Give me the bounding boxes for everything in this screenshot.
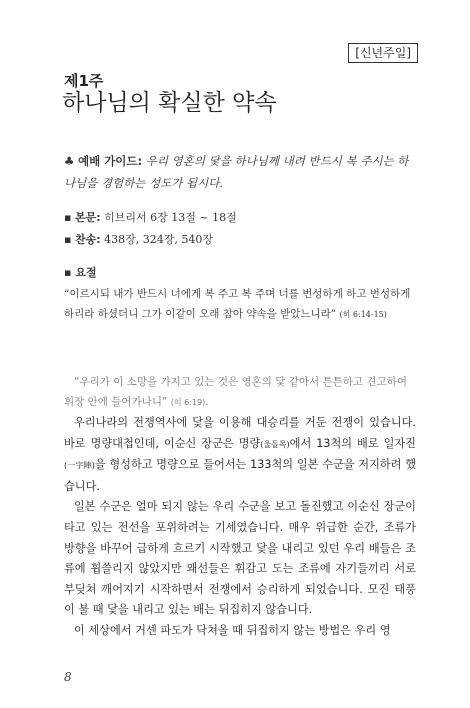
hymns-label: 찬송: <box>74 233 101 246</box>
hymns-line <box>64 232 213 248</box>
key-verse-label: 요절 <box>75 266 97 279</box>
quote-ref: (히 6:19) <box>170 398 206 407</box>
page-number: 8 <box>64 670 72 684</box>
key-verse-ref: (히 6:14-15) <box>339 310 387 319</box>
annotation: (一字陣) <box>64 461 95 471</box>
bullet-icon: ▪ <box>64 266 72 279</box>
guide-text: 우리 영혼의 닻을 하나님께 내려 반드시 복 주시는 하나님을 경험하는 성도가 됩시다. <box>64 154 409 190</box>
scripture-line <box>64 210 237 226</box>
scripture-value: 히브리서 6장 13절 ~ 18절 <box>104 211 237 224</box>
scripture-label: 본문: <box>74 211 101 224</box>
worship-guide <box>64 150 414 194</box>
page-title: 하나님의 확실한 약속 <box>62 90 277 116</box>
bullet-icon: ▪ <box>64 233 72 246</box>
paragraph <box>64 413 416 497</box>
key-verse-text: “이르시되 내가 반드시 너에게 복 주고 복 주며 너를 번성하게 하고 번성하게 하리라 하셨더니 그가 이같이 오래 참아 약속을 받았느니라” <box>64 288 411 320</box>
key-verse <box>64 284 414 325</box>
paragraph: 이 세상에서 거센 파도가 닥쳐올 때 뒤집히지 않는 방법은 우리 영 <box>74 623 391 637</box>
week-label: 제1주 <box>64 72 104 90</box>
bullet-icon: ▪ <box>64 211 72 224</box>
quote-text: “우리가 이 소망을 가지고 있는 것은 영혼의 닻 같아서 튼튼하고 견고하여 휘장 안에 들어가나니” <box>64 376 407 408</box>
sermon-body <box>64 413 416 642</box>
opening-quote <box>64 372 414 413</box>
key-verse-heading <box>64 264 97 280</box>
paragraph-text: 우리나라의 전쟁역사에 닻을 이용해 대승리를 거둔 전쟁이 있습니다. 바로 명량대첩인데, 이순신 장군은 명량 <box>64 416 416 450</box>
guide-label: 예배 가이드: <box>77 154 143 168</box>
paragraph: 일본 수군은 얼마 되지 않는 우리 수군을 보고 돌진했고 이순신 장군이 타고 있는 전선을 포위하려는 기세였습니다. 매우 위급한 순간, 조류가 방향을 바꾸어 급하게 흐르기 시작했고 닻을 내리고 있던 우리 배들은 조류에 휩쓸리지 않았지만 왜선들은 휘감고 도는 조류에 자기들끼리 서로 부딪쳐 깨어지기 시작하면서 전쟁에서 승리하게 되었습니다. 모진 태풍이 불 때 닻을 내리고 있는 배는 뒤집히지 않습니다. <box>64 500 416 617</box>
quote-end: . <box>205 396 209 408</box>
club-icon: ♣ <box>64 154 75 168</box>
paragraph-text: 에서 13척의 배로 일자진 <box>289 436 416 450</box>
paragraph-text: 을 형성하고 명량으로 들어서는 133척의 일본 수군을 저지하려 했습니다. <box>64 458 417 493</box>
annotation: (울돌목) <box>260 439 290 449</box>
hymns-value: 438장, 324장, 540장 <box>104 233 213 246</box>
section-tag: [신년주일] <box>348 43 418 63</box>
